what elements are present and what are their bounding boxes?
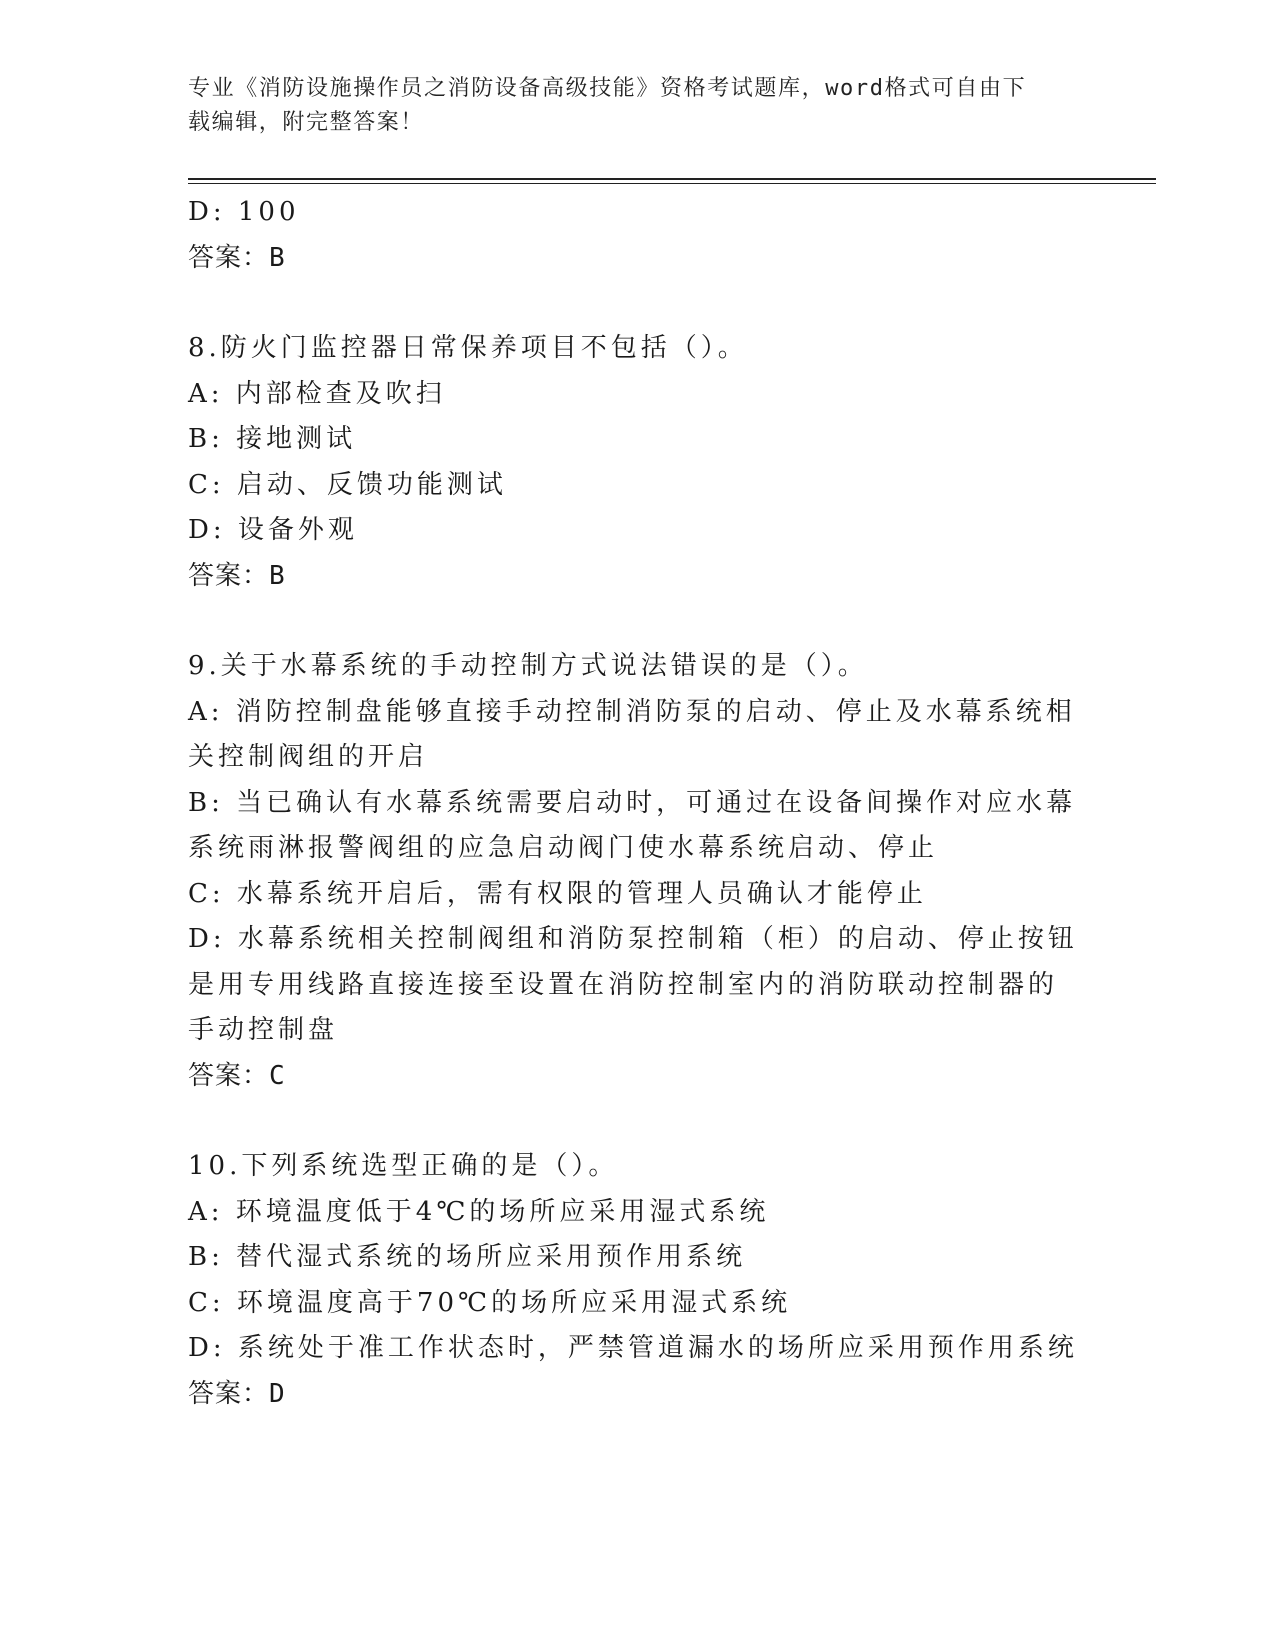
option-c: C: 启动、反馈功能测试 bbox=[188, 469, 507, 500]
answer-value: B bbox=[269, 242, 285, 273]
question-title: 8.防火门监控器日常保养项目不包括（）。 bbox=[188, 333, 748, 363]
answer-value: C bbox=[269, 1060, 285, 1091]
header-line-1: 专业《消防设施操作员之消防设备高级技能》资格考试题库，word格式可自由下 bbox=[188, 76, 1027, 101]
answer-value: B bbox=[269, 560, 285, 591]
option-d: D: 水幕系统相关控制阀组和消防泵控制箱（柜）的启动、停止按钮是用专用线路直接连接至设置在消防控制室内的消防联动控制器的手动控制盘 bbox=[188, 924, 1078, 1045]
answer-label: 答案： bbox=[188, 1378, 270, 1409]
answer-value: D bbox=[269, 1378, 285, 1409]
document-body bbox=[188, 190, 1078, 1417]
option-d: D: 设备外观 bbox=[188, 515, 358, 545]
question-9 bbox=[188, 644, 1078, 1099]
option-d: D: 系统处于准工作状态时，严禁管道漏水的场所应采用预作用系统 bbox=[188, 1333, 1078, 1363]
answer bbox=[188, 236, 1078, 282]
option-a: A: 内部检查及吹扫 bbox=[188, 378, 446, 409]
question-title: 10.下列系统选型正确的是（）。 bbox=[188, 1151, 619, 1181]
option-b: B: 接地测试 bbox=[188, 424, 357, 454]
option-b: B: 当已确认有水幕系统需要启动时，可通过在设备间操作对应水幕系统雨淋报警阀组的应急启动阀门使水幕系统启动、停止 bbox=[188, 787, 1077, 863]
option-a: A: 环境温度低于4℃的场所应采用湿式系统 bbox=[188, 1196, 770, 1227]
option-a: A: 消防控制盘能够直接手动控制消防泵的启动、停止及水幕系统相关控制阀组的开启 bbox=[188, 696, 1076, 772]
answer bbox=[188, 554, 1078, 600]
option-c: C: 环境温度高于70℃的场所应采用湿式系统 bbox=[188, 1287, 792, 1318]
answer-label: 答案： bbox=[188, 1060, 270, 1091]
answer-label: 答案： bbox=[188, 242, 270, 273]
option-d: D: 100 bbox=[188, 197, 300, 227]
question-7-tail bbox=[188, 190, 1078, 281]
answer bbox=[188, 1372, 1078, 1418]
option-b: B: 替代湿式系统的场所应采用预作用系统 bbox=[188, 1242, 747, 1272]
question-8 bbox=[188, 326, 1078, 599]
question-title: 9.关于水幕系统的手动控制方式说法错误的是（）。 bbox=[188, 651, 868, 681]
header-divider bbox=[188, 178, 1156, 184]
question-10 bbox=[188, 1144, 1078, 1417]
option-c: C: 水幕系统开启后，需有权限的管理人员确认才能停止 bbox=[188, 878, 927, 909]
page-header bbox=[188, 72, 1068, 140]
header-line-2: 载编辑，附完整答案！ bbox=[188, 110, 425, 135]
answer-label: 答案： bbox=[188, 560, 270, 591]
answer bbox=[188, 1054, 1078, 1100]
